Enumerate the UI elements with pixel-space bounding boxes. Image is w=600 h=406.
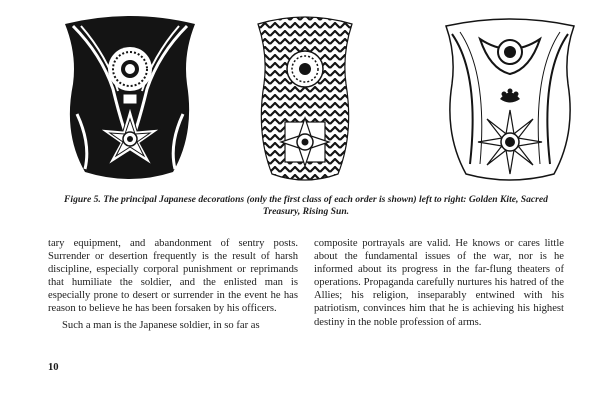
rising-sun-medal-icon xyxy=(440,14,580,184)
figure-caption: Figure 5. The principal Japanese decorations (only the first class of each order is shown) left to right: Golden Kite, Sacred Treasury, Rising Sun. xyxy=(64,194,548,217)
golden-kite-medal-icon xyxy=(55,14,205,184)
text-column-left xyxy=(48,237,298,332)
paragraph: tary equipment, and abandonment of sentry posts. Surrender or desertion frequently is the result of harsh discipline, especially corporal punishment or reprimands that humiliate the soldier, and the enlisted man is especially prone to desert or surrender in the event he has reason to believe he has been forsaken by his officers. xyxy=(48,238,298,315)
text-column-right xyxy=(314,237,564,329)
paragraph: composite portrayals are valid. He knows or cares little about the fundamental issues of the war, nor is he informed about its progress in the far-flung theaters of operations. Propaganda carefully nurtures his hatred of the Allies; his religion, inseparably entwined with his patriotism, convinces him that he is achieving his highest destiny in the noble profession of arms. xyxy=(314,238,564,328)
paragraph: Such a man is the Japanese soldier, in so far as xyxy=(62,319,260,331)
sacred-treasury-medal-icon xyxy=(250,14,360,184)
figure-illustrations xyxy=(0,0,600,185)
page-number: 10 xyxy=(48,362,59,373)
